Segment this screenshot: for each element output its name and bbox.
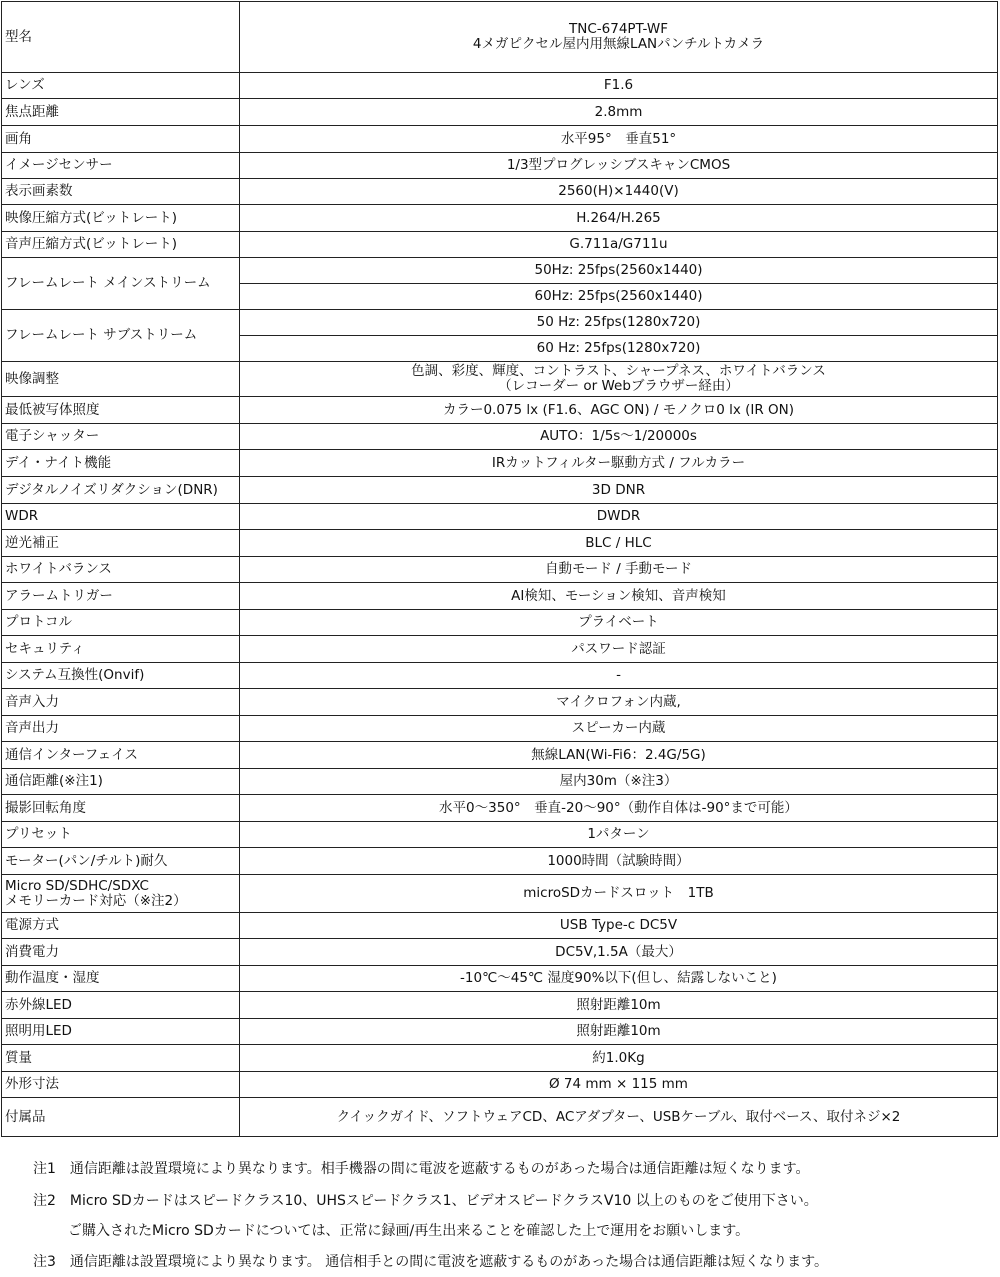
note-2: 注2 Micro SDカードはスピードクラス10、UHSスピードクラス1、ビデオスピードクラスV10 以上のものをご使用下さい。 xyxy=(33,1193,818,1209)
spec-value xyxy=(240,1045,998,1072)
spec-value xyxy=(240,939,998,966)
spec-label xyxy=(2,769,240,795)
spec-row xyxy=(2,822,998,848)
text-line: 質量 xyxy=(5,1049,32,1066)
spec-label xyxy=(2,966,240,992)
spec-label xyxy=(2,1045,240,1072)
spec-value xyxy=(240,99,998,126)
spec-value xyxy=(240,913,998,939)
spec-value xyxy=(240,1072,998,1098)
text-line: 照射距離10m xyxy=(576,996,661,1013)
spec-value xyxy=(240,795,998,822)
spec-row xyxy=(2,1019,998,1045)
text-line: モーター(パン/チルト)耐久 xyxy=(5,852,168,869)
spec-row xyxy=(2,636,998,663)
spec-label xyxy=(2,179,240,205)
spec-table xyxy=(1,1,998,1137)
spec-row xyxy=(2,939,998,966)
spec-row xyxy=(2,742,998,769)
text-line: レンズ xyxy=(5,77,45,93)
text-line: AI検知、モーション検知、音声検知 xyxy=(511,587,726,604)
text-line: 約1.0Kg xyxy=(592,1049,645,1066)
text-line: 音声圧縮方式(ビットレート) xyxy=(5,236,177,252)
text-line: スピーカー内蔵 xyxy=(571,720,666,736)
text-line: ホワイトバランス xyxy=(5,561,112,577)
spec-label xyxy=(2,205,240,232)
spec-row xyxy=(2,73,998,99)
spec-row xyxy=(2,153,998,179)
text-line: セキュリティ xyxy=(5,640,85,657)
spec-label xyxy=(2,424,240,450)
spec-row xyxy=(2,992,998,1019)
text-line: 2560(H)×1440(V) xyxy=(558,183,679,199)
spec-label xyxy=(2,2,240,73)
spec-value xyxy=(240,689,998,716)
spec-value xyxy=(240,875,998,913)
spec-value xyxy=(240,424,998,450)
spec-value xyxy=(240,583,998,610)
text-line: 映像圧縮方式(ビットレート) xyxy=(5,209,177,226)
text-line: 動作温度・湿度 xyxy=(5,970,100,986)
text-line: アラームトリガー xyxy=(5,587,113,604)
spec-row xyxy=(2,557,998,583)
text-line: 50 Hz: 25fps(1280x720) xyxy=(536,314,701,330)
text-line: IRカットフィルター駆動方式 / フルカラー xyxy=(491,454,746,471)
spec-value xyxy=(240,362,998,397)
spec-row xyxy=(2,1045,998,1072)
spec-row xyxy=(2,258,998,284)
text-line: マイクロフォン内蔵, xyxy=(556,693,681,710)
spec-row xyxy=(2,1072,998,1098)
text-line: 赤外線LED xyxy=(5,996,72,1013)
text-line: 60 Hz: 25fps(1280x720) xyxy=(536,340,701,356)
spec-label xyxy=(2,504,240,530)
note-3: 注3 通信距離は設置環境により異なります。 通信相手との間に電波を遮蔽するものがあった場合は通信距離は短くなります。 xyxy=(33,1254,828,1270)
spec-row xyxy=(2,126,998,153)
spec-value xyxy=(240,992,998,1019)
spec-value xyxy=(240,1019,998,1045)
spec-value xyxy=(240,966,998,992)
text-line: システム互換性(Onvif) xyxy=(5,667,145,683)
text-line: プロトコル xyxy=(5,614,72,630)
spec-value xyxy=(240,73,998,99)
spec-label xyxy=(2,822,240,848)
spec-row xyxy=(2,205,998,232)
spec-value xyxy=(240,557,998,583)
spec-value xyxy=(240,284,998,310)
spec-label xyxy=(2,99,240,126)
spec-value xyxy=(240,504,998,530)
spec-value xyxy=(240,397,998,424)
text-line: 表示画素数 xyxy=(5,183,73,199)
text-line: USB Type-c DC5V xyxy=(559,917,678,933)
spec-label xyxy=(2,875,240,913)
spec-row xyxy=(2,424,998,450)
spec-label xyxy=(2,848,240,875)
text-line: 水平95° 垂直51° xyxy=(560,130,677,147)
spec-value xyxy=(240,1098,998,1137)
spec-label xyxy=(2,477,240,504)
text-line: 逆光補正 xyxy=(5,534,59,551)
spec-label xyxy=(2,450,240,477)
spec-label xyxy=(2,583,240,610)
spec-label xyxy=(2,663,240,689)
spec-label xyxy=(2,992,240,1019)
spec-row xyxy=(2,99,998,126)
spec-value xyxy=(240,126,998,153)
spec-row xyxy=(2,1098,998,1137)
spec-label xyxy=(2,73,240,99)
text-line: - xyxy=(616,667,621,683)
spec-value xyxy=(240,336,998,362)
spec-row xyxy=(2,769,998,795)
spec-row xyxy=(2,530,998,557)
spec-label xyxy=(2,610,240,636)
text-line: 1000時間（試験時間） xyxy=(547,852,690,869)
spec-row xyxy=(2,610,998,636)
text-line: Ø 74 mm × 115 mm xyxy=(549,1076,688,1092)
text-line: microSDカードスロット 1TB xyxy=(523,885,714,901)
text-line: BLC / HLC xyxy=(585,534,652,551)
spec-row xyxy=(2,362,998,397)
spec-value xyxy=(240,2,998,73)
text-line: AUTO：1/5s〜1/20000s xyxy=(540,428,697,444)
spec-row xyxy=(2,795,998,822)
spec-value xyxy=(240,769,998,795)
text-line: 3D DNR xyxy=(591,481,646,498)
text-line: 2.8mm xyxy=(594,103,643,120)
text-line: 電源方式 xyxy=(5,917,59,933)
text-line: カラー0.075 lx (F1.6、AGC ON) / モノクロ0 lx (IR ON) xyxy=(442,401,795,418)
text-line: 照射距離10m xyxy=(576,1023,661,1039)
spec-label xyxy=(2,716,240,742)
spec-value xyxy=(240,822,998,848)
spec-label xyxy=(2,397,240,424)
text-line: DWDR xyxy=(596,508,641,524)
text-line: 電子シャッター xyxy=(5,428,100,444)
spec-row xyxy=(2,913,998,939)
spec-value xyxy=(240,848,998,875)
spec-value xyxy=(240,716,998,742)
spec-value xyxy=(240,477,998,504)
text-line: 屋内30m（※注3） xyxy=(559,773,678,789)
spec-row xyxy=(2,689,998,716)
text-line: TNC-674PT-WF xyxy=(569,21,668,37)
text-line: 付属品 xyxy=(5,1108,46,1125)
spec-value xyxy=(240,742,998,769)
spec-label xyxy=(2,258,240,310)
spec-value xyxy=(240,232,998,258)
text-line: パスワード認証 xyxy=(571,640,666,657)
spec-label xyxy=(2,153,240,179)
text-line: H.264/H.265 xyxy=(576,209,661,226)
text-line: 1パターン xyxy=(587,826,650,842)
spec-value xyxy=(240,530,998,557)
text-line: 水平0〜350° 垂直-20〜90°（動作自体は-90°まで可能） xyxy=(439,799,798,816)
spec-label xyxy=(2,557,240,583)
text-line: 4メガピクセル屋内用無線LANパンチルトカメラ xyxy=(472,36,765,52)
spec-label xyxy=(2,939,240,966)
text-line: クイックガイド、ソフトウェアCD、ACアダプター、USBケーブル、取付ベース、取付ネジ×2 xyxy=(336,1108,901,1125)
spec-label xyxy=(2,913,240,939)
text-line: 色調、彩度、輝度、コントラスト、シャープネス、ホワイトバランス xyxy=(411,363,826,379)
text-line: 通信インターフェイス xyxy=(5,746,138,763)
spec-value xyxy=(240,310,998,336)
text-line: WDR xyxy=(5,508,39,524)
text-line: 音声出力 xyxy=(5,720,59,736)
spec-label xyxy=(2,1019,240,1045)
text-line: プライベート xyxy=(578,614,659,630)
spec-label xyxy=(2,362,240,397)
spec-label xyxy=(2,1072,240,1098)
spec-row xyxy=(2,583,998,610)
text-line: デジタルノイズリダクション(DNR) xyxy=(5,481,218,498)
note-2-continued: ご購入されたMicro SDカードについては、正常に録画/再生出来ることを確認した上で運用をお願いします。 xyxy=(68,1223,750,1239)
text-line: 60Hz: 25fps(2560x1440) xyxy=(534,288,703,304)
text-line: イメージセンサー xyxy=(5,157,113,173)
text-line: （レコーダー or Webブラウザー経由） xyxy=(498,378,739,394)
text-line: フレームレート サブストリーム xyxy=(5,327,198,343)
text-line: 通信距離(※注1) xyxy=(5,773,103,789)
spec-value xyxy=(240,205,998,232)
text-line: 消費電力 xyxy=(5,943,59,960)
text-line: 型名 xyxy=(5,28,32,45)
text-line: 音声入力 xyxy=(5,693,59,710)
text-line: 無線LAN(Wi-Fi6：2.4G/5G) xyxy=(531,746,706,763)
text-line: 映像調整 xyxy=(5,370,59,387)
spec-row xyxy=(2,2,998,73)
spec-row xyxy=(2,397,998,424)
spec-value xyxy=(240,636,998,663)
text-line: 照明用LED xyxy=(5,1023,72,1039)
spec-value xyxy=(240,258,998,284)
text-line: 1/3型プログレッシブスキャンCMOS xyxy=(506,157,731,173)
text-line: -10℃〜45℃ 湿度90%以下(但し、結露しないこと) xyxy=(460,970,777,986)
spec-label xyxy=(2,636,240,663)
text-line: デイ・ナイト機能 xyxy=(5,454,112,471)
spec-label xyxy=(2,795,240,822)
spec-label xyxy=(2,689,240,716)
spec-label xyxy=(2,530,240,557)
text-line: メモリーカード対応（※注2） xyxy=(5,892,187,909)
text-line: 撮影回転角度 xyxy=(5,799,86,816)
text-line: 50Hz: 25fps(2560x1440) xyxy=(534,262,703,278)
spec-value xyxy=(240,610,998,636)
text-line: 焦点距離 xyxy=(5,103,59,120)
spec-label xyxy=(2,232,240,258)
text-line: F1.6 xyxy=(603,77,634,93)
spec-value xyxy=(240,450,998,477)
spec-row xyxy=(2,450,998,477)
spec-row xyxy=(2,477,998,504)
text-line: 外形寸法 xyxy=(5,1076,59,1092)
spec-row xyxy=(2,875,998,913)
spec-label xyxy=(2,310,240,362)
spec-row xyxy=(2,966,998,992)
text-line: プリセット xyxy=(5,826,72,842)
spec-value xyxy=(240,663,998,689)
text-line: フレームレート メインストリーム xyxy=(5,275,211,291)
spec-value xyxy=(240,153,998,179)
spec-value xyxy=(240,179,998,205)
note-1: 注1 通信距離は設置環境により異なります。相手機器の間に電波を遮蔽するものがあった場合は通信距離は短くなります。 xyxy=(33,1161,810,1177)
spec-row xyxy=(2,504,998,530)
text-line: 自動モード / 手動モード xyxy=(544,561,693,577)
spec-row xyxy=(2,179,998,205)
spec-row xyxy=(2,716,998,742)
spec-label xyxy=(2,126,240,153)
text-line: Micro SD/SDHC/SDXC xyxy=(5,877,149,894)
text-line: DC5V,1.5A（最大） xyxy=(555,943,682,960)
text-line: 最低被写体照度 xyxy=(5,401,100,418)
text-line: 画角 xyxy=(5,130,32,147)
spec-row xyxy=(2,663,998,689)
spec-label xyxy=(2,742,240,769)
spec-row xyxy=(2,848,998,875)
spec-label xyxy=(2,1098,240,1137)
text-line: G.711a/G711u xyxy=(569,236,668,252)
spec-row xyxy=(2,310,998,336)
spec-row xyxy=(2,232,998,258)
